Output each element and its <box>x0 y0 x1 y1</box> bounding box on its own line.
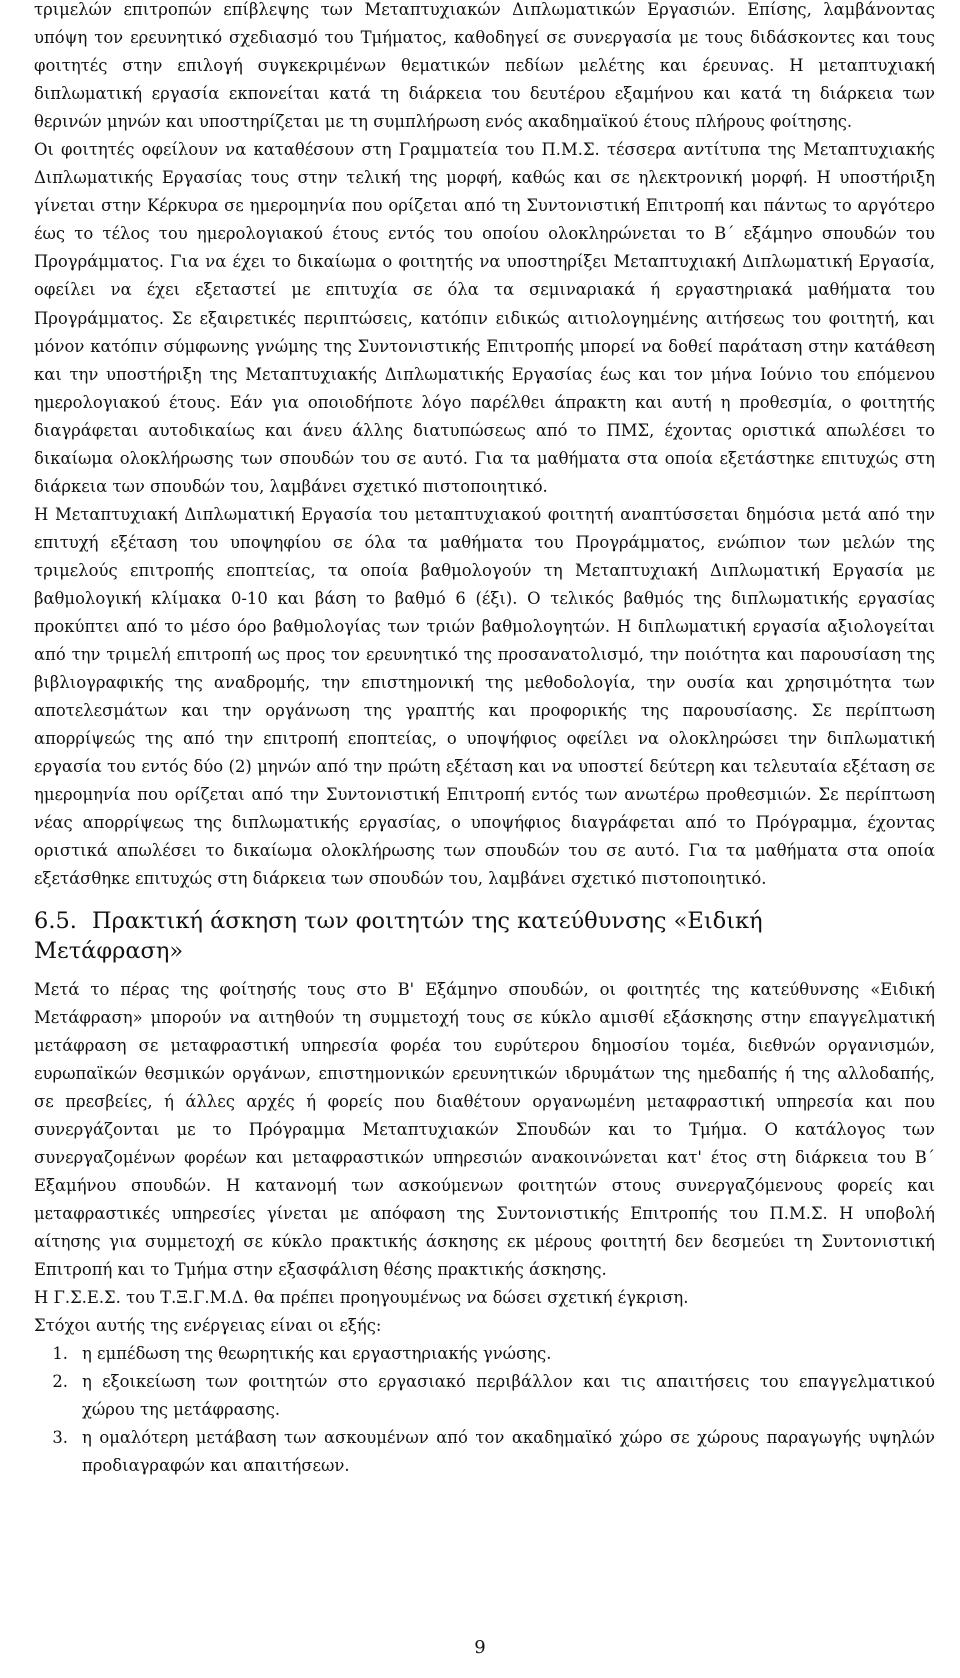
paragraph-submission: Οι φοιτητές οφείλουν να καταθέσουν στη Γραμματεία του Π.Μ.Σ. τέσσερα αντίτυπα της Μεταπτυχιακής Διπλωματικής Εργασίας τους στην τελική της μορφή, καθώς και σε ηλεκτρονική μορφή. Η υποστήριξη γίνεται στην Κέρκυρα σε ημερομηνία που ορίζεται από τη Συντονιστική Επιτροπή και πάντως το αργότερο έως το τέλος του ημερολογιακού έτους εντός του οποίου ολοκληρώνεται το Β΄ εξάμηνο σπουδών του Προγράμματος. Για να έχει το δικαίωμα ο φοιτητής να υποστηρίξει Μεταπτυχιακή Διπλωματική Εργασία, οφείλει να έχει εξεταστεί με επιτυχία σε όλα τα σεμιναριακά ή εργαστηριακά μαθήματα του Προγράμματος. Σε εξαιρετικές περιπτώσεις, κατόπιν ειδικώς αιτιολογημένης αιτήσεως του φοιτητή, και μόνον κατόπιν σύμφωνης γνώμης της Συντονιστικής Επιτροπής μπορεί να δοθεί παράταση στην κατάθεση και την υποστήριξη της Μεταπτυχιακής Διπλωματικής Εργασίας έως και τον μήνα Ιούνιο του επόμενου ημερολογιακού έτους. Εάν για οποιοδήποτε λόγο παρέλθει άπρακτη και αυτή η προθεσμία, ο φοιτητής διαγράφεται αυτοδικαίως και άνευ άλλης διατυπώσεως από το ΠΜΣ, έχοντας οριστικά απωλέσει το δικαίωμα ολοκλήρωσης των σπουδών του σε αυτό. Για τα μαθήματα στα οποία εξετάστηκε επιτυχώς στη διάρκεια των σπουδών του, λαμβάνει σχετικό πιστοποιητικό. <box>34 140 935 496</box>
list-item-text: η εμπέδωση της θεωρητικής και εργαστηριακής γνώσης. <box>82 1344 552 1364</box>
list-item <box>34 1340 935 1368</box>
list-item-text: η ομαλότερη μετάβαση των ασκουμένων από τον ακαδημαϊκό χώρο σε χώρους παραγωγής υψηλών προδιαγραφών και απαιτήσεων. <box>82 1428 935 1476</box>
list-item <box>34 1424 935 1480</box>
section-number: 6.5. <box>34 907 77 934</box>
goals-list <box>34 1340 935 1480</box>
paragraph-evaluation: Η Μεταπτυχιακή Διπλωματική Εργασία του μεταπτυχιακού φοιτητή αναπτύσσεται δημόσια μετά από την επιτυχή εξέταση του υποψηφίου σε όλα τα μαθήματα του Προγράμματος, ενώπιον των μελών της τριμελούς επιτροπής εποπτείας, τα οποία βαθμολογούν τη Μεταπτυχιακή Διπλωματική Εργασία με βαθμολογική κλίμακα 0-10 και βάση το βαθμό 6 (έξι). Ο τελικός βαθμός της διπλωματικής εργασίας προκύπτει από το μέσο όρο βαθμολογίας των τριών βαθμολογητών. Η διπλωματική εργασία αξιολογείται από την τριμελή επιτροπή ως προς τον ερευνητικό της προσανατολισμό, την ποιότητα και παρουσίαση της βιβλιογραφικής της αναδρομής, την επιστημονική της μεθοδολογία, την ουσία και χρησιμότητα των αποτελεσμάτων και την οργάνωση της γραπτής και προφορικής της παρουσίασης. Σε περίπτωση απορρίψεώς της από την επιτροπή εποπτείας, ο υποψήφιος οφείλει να ολοκληρώσει την διπλωματική εργασία του εντός δύο (2) μηνών από την πρώτη εξέταση και να υποστεί δεύτερη και τελευταία εξέταση σε ημερομηνία που ορίζεται από την Συντονιστική Επιτροπή εντός των ανωτέρω προθεσμιών. Σε περίπτωση νέας απορρίψεως της διπλωματικής εργασίας, ο υποψήφιος διαγράφεται από το Πρόγραμμα, έχοντας οριστικά απωλέσει το δικαίωμα ολοκλήρωσης των σπουδών του σε αυτό. Για τα μαθήματα στα οποία εξετάσθηκε επιτυχώς στη διάρκεια των σπουδών του, λαμβάνει σχετικό πιστοποιητικό. <box>34 504 935 889</box>
section-title-line2: Μετάφραση» <box>34 937 184 964</box>
list-marker: 2. <box>52 1372 68 1392</box>
section-heading <box>34 906 935 966</box>
paragraph-goals-intro: Στόχοι αυτής της ενέργειας είναι οι εξής: <box>34 1316 382 1336</box>
list-item-text: η εξοικείωση των φοιτητών στο εργασιακό περιβάλλον και τις απαιτήσεις του επαγγελματικού χώρου της μετάφρασης. <box>82 1372 935 1420</box>
list-item <box>34 1368 935 1424</box>
document-body <box>34 0 935 1480</box>
paragraph-approval: Η Γ.Σ.Ε.Σ. του Τ.Ξ.Γ.Μ.Δ. θα πρέπει προηγουμένως να δώσει σχετική έγκριση. <box>34 1288 689 1308</box>
paragraph-practice: Μετά το πέρας της φοίτησής τους στο Β' Εξάμηνο σπουδών, οι φοιτητές της κατεύθυνσης «Ειδική Μετάφραση» μπορούν να αιτηθούν τη συμμετοχή τους σε κύκλο αμισθί εξάσκησης στην επαγγελματική μετάφραση σε μεταφραστική υπηρεσία φορέα του ευρύτερου δημοσίου τομέα, διεθνών οργανισμών, ευρωπαϊκών θεσμικών οργάνων, επιστημονικών ερευνητικών ιδρυμάτων της ημεδαπής ή της αλλοδαπής, σε πρεσβείες, ή άλλες αρχές ή φορείς που διαθέτουν οργανωμένη μεταφραστική υπηρεσία και που συνεργάζονται με το Πρόγραμμα Μεταπτυχιακών Σπουδών και το Τμήμα. Ο κατάλογος των συνεργαζομένων φορέων και μεταφραστικών υπηρεσιών ανακοινώνεται κατ' έτος στη διάρκεια του Β΄ Εξαμήνου σπουδών. Η κατανομή των ασκούμενων φοιτητών στους συνεργαζόμενους φορείς και μεταφραστικές υπηρεσίες γίνεται με απόφαση της Συντονιστικής Επιτροπής του Π.Μ.Σ. Η υποβολή αίτησης για συμμετοχή σε κύκλο πρακτικής άσκησης εκ μέρους φοιτητή δεν δεσμεύει τη Συντονιστική Επιτροπή και το Τμήμα στην εξασφάλιση θέσης πρακτικής άσκησης. <box>34 979 935 1279</box>
page-number: 9 <box>474 1637 486 1658</box>
list-marker: 3. <box>52 1428 68 1448</box>
paragraph-supervision: τριμελών επιτροπών επίβλεψης των Μεταπτυχιακών Διπλωματικών Εργασιών. Επίσης, λαμβάνοντας υπόψη τον ερευνητικό σχεδιασμό του Τμήματος, καθοδηγεί σε συνεργασία με τους διδάσκοντες και τους φοιτητές στην επιλογή συγκεκριμένων θεματικών πεδίων μελέτης και έρευνας. Η μεταπτυχιακή διπλωματική εργασία εκπονείται κατά τη διάρκεια του δευτέρου εξαμήνου και κατά τη διάρκεια των θερινών μηνών και υποστηρίζεται με τη συμπλήρωση ενός ακαδημαϊκού έτους πλήρους φοίτησης. <box>34 0 935 132</box>
list-marker: 1. <box>52 1344 68 1364</box>
section-title-line1: Πρακτική άσκηση των φοιτητών της κατεύθυνσης «Ειδική <box>92 907 763 934</box>
